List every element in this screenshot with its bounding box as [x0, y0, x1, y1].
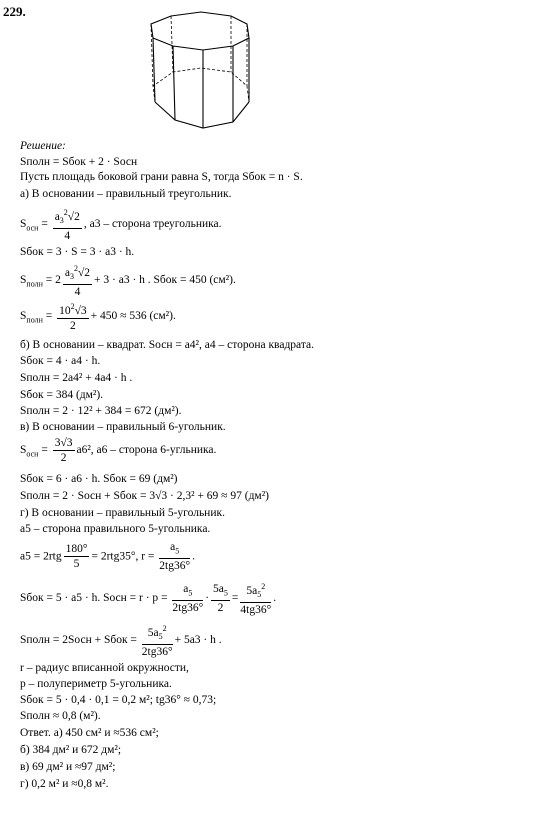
problem-number: 229. [3, 4, 26, 19]
formula-a-result: $S_{полн}$ = $\frac{10^2√3}{2}$ + 450 ≈ 536 (см²). [20, 302, 176, 332]
formula-b-lateral: Sбок = 4 · a4 · h. [20, 355, 101, 367]
text-line: Пусть площадь боковой грани равна S, тогда Sбок = n · S. [20, 171, 303, 183]
formula-a-base: $S_{осн}$ = $\frac{a_3^2√2}{4}$ , a3 – сторона треугольника. [20, 208, 222, 243]
formula-d-total-value: Sполн ≈ 0,8 (м²). [20, 710, 101, 722]
case-a-heading: а) В основании – правильный треугольник. [20, 188, 232, 200]
answer-line: Ответ. а) 450 см² и ≈536 см²; [20, 727, 159, 739]
formula-c-total: Sполн = 2 · Sосн + Sбок = 3√3 · 2,3² + 69 ≈ 97 (дм²) [20, 490, 269, 502]
solution-heading: Решение: [20, 140, 66, 152]
answer-line: б) 384 дм² и 672 дм²; [20, 744, 122, 756]
answer-line: г) 0,2 м² и ≈0,8 м². [20, 778, 109, 790]
case-d-heading: г) В основании – правильный 5-угольник. [20, 507, 225, 519]
formula-a-lateral: Sбок = 3 · S = 3 · a3 · h. [20, 246, 135, 258]
formula-total-area: Sполн = Sбок + 2 · Sосн [20, 156, 138, 168]
formula-c-lateral: Sбок = 6 · a6 · h. Sбок = 69 (дм²) [20, 473, 178, 485]
text-line: a5 – сторона правильного 5-угольника. [20, 523, 211, 535]
formula-d-lateral: Sбок = 5 · a5 · h. Sосн = r · p = $\frac{a_5}{2tg36^\circ}$ · $\frac{5a_5}{2}$ = $\frac{5a_5^2}{4tg36^\circ}$ . [20, 582, 277, 617]
prism-figure [145, 10, 265, 140]
formula-c-base: $S_{осн}$ = $\frac{3√3}{2}$ a6², a6 – сторона 6-угльника. [20, 437, 217, 464]
text-line: p – полупериметр 5-угольника. [20, 678, 172, 690]
formula-b-total: Sполн = 2a4² + 4a4 · h . [20, 372, 133, 384]
case-c-heading: в) В основании – правильный 6-угольник. [20, 421, 226, 433]
formula-b-lateral-value: Sбок = 384 (дм²). [20, 389, 104, 401]
formula-d-lateral-value: Sбок = 5 · 0,4 · 0,1 = 0,2 м²; tg36° ≈ 0,73; [20, 694, 217, 706]
formula-d-side: a5 = 2rtg $\frac{180^\circ}{5}$ = 2rtg35°, r = $\frac{a_5}{2tg36^\circ}$ . [20, 541, 195, 573]
case-b-heading: б) В основании – квадрат. Sосн = a4², a4 – сторона квадрата. [20, 339, 314, 351]
formula-d-total: Sполн = 2Sосн + Sбок = $\frac{5a_5^2}{2tg36^\circ}$ + 5a3 · h . [20, 624, 222, 659]
text-line: r – радиус вписанной окружности, [20, 662, 189, 674]
answer-line: в) 69 дм² и ≈97 дм²; [20, 761, 116, 773]
formula-a-total: $S_{полн} = 2$ $\frac{a_3^2√2}{4}$ + 3 · a3 · h . Sбок = 450 (см²). [20, 264, 236, 299]
formula-b-total-value: Sполн = 2 · 12² + 384 = 672 (дм²). [20, 405, 182, 417]
